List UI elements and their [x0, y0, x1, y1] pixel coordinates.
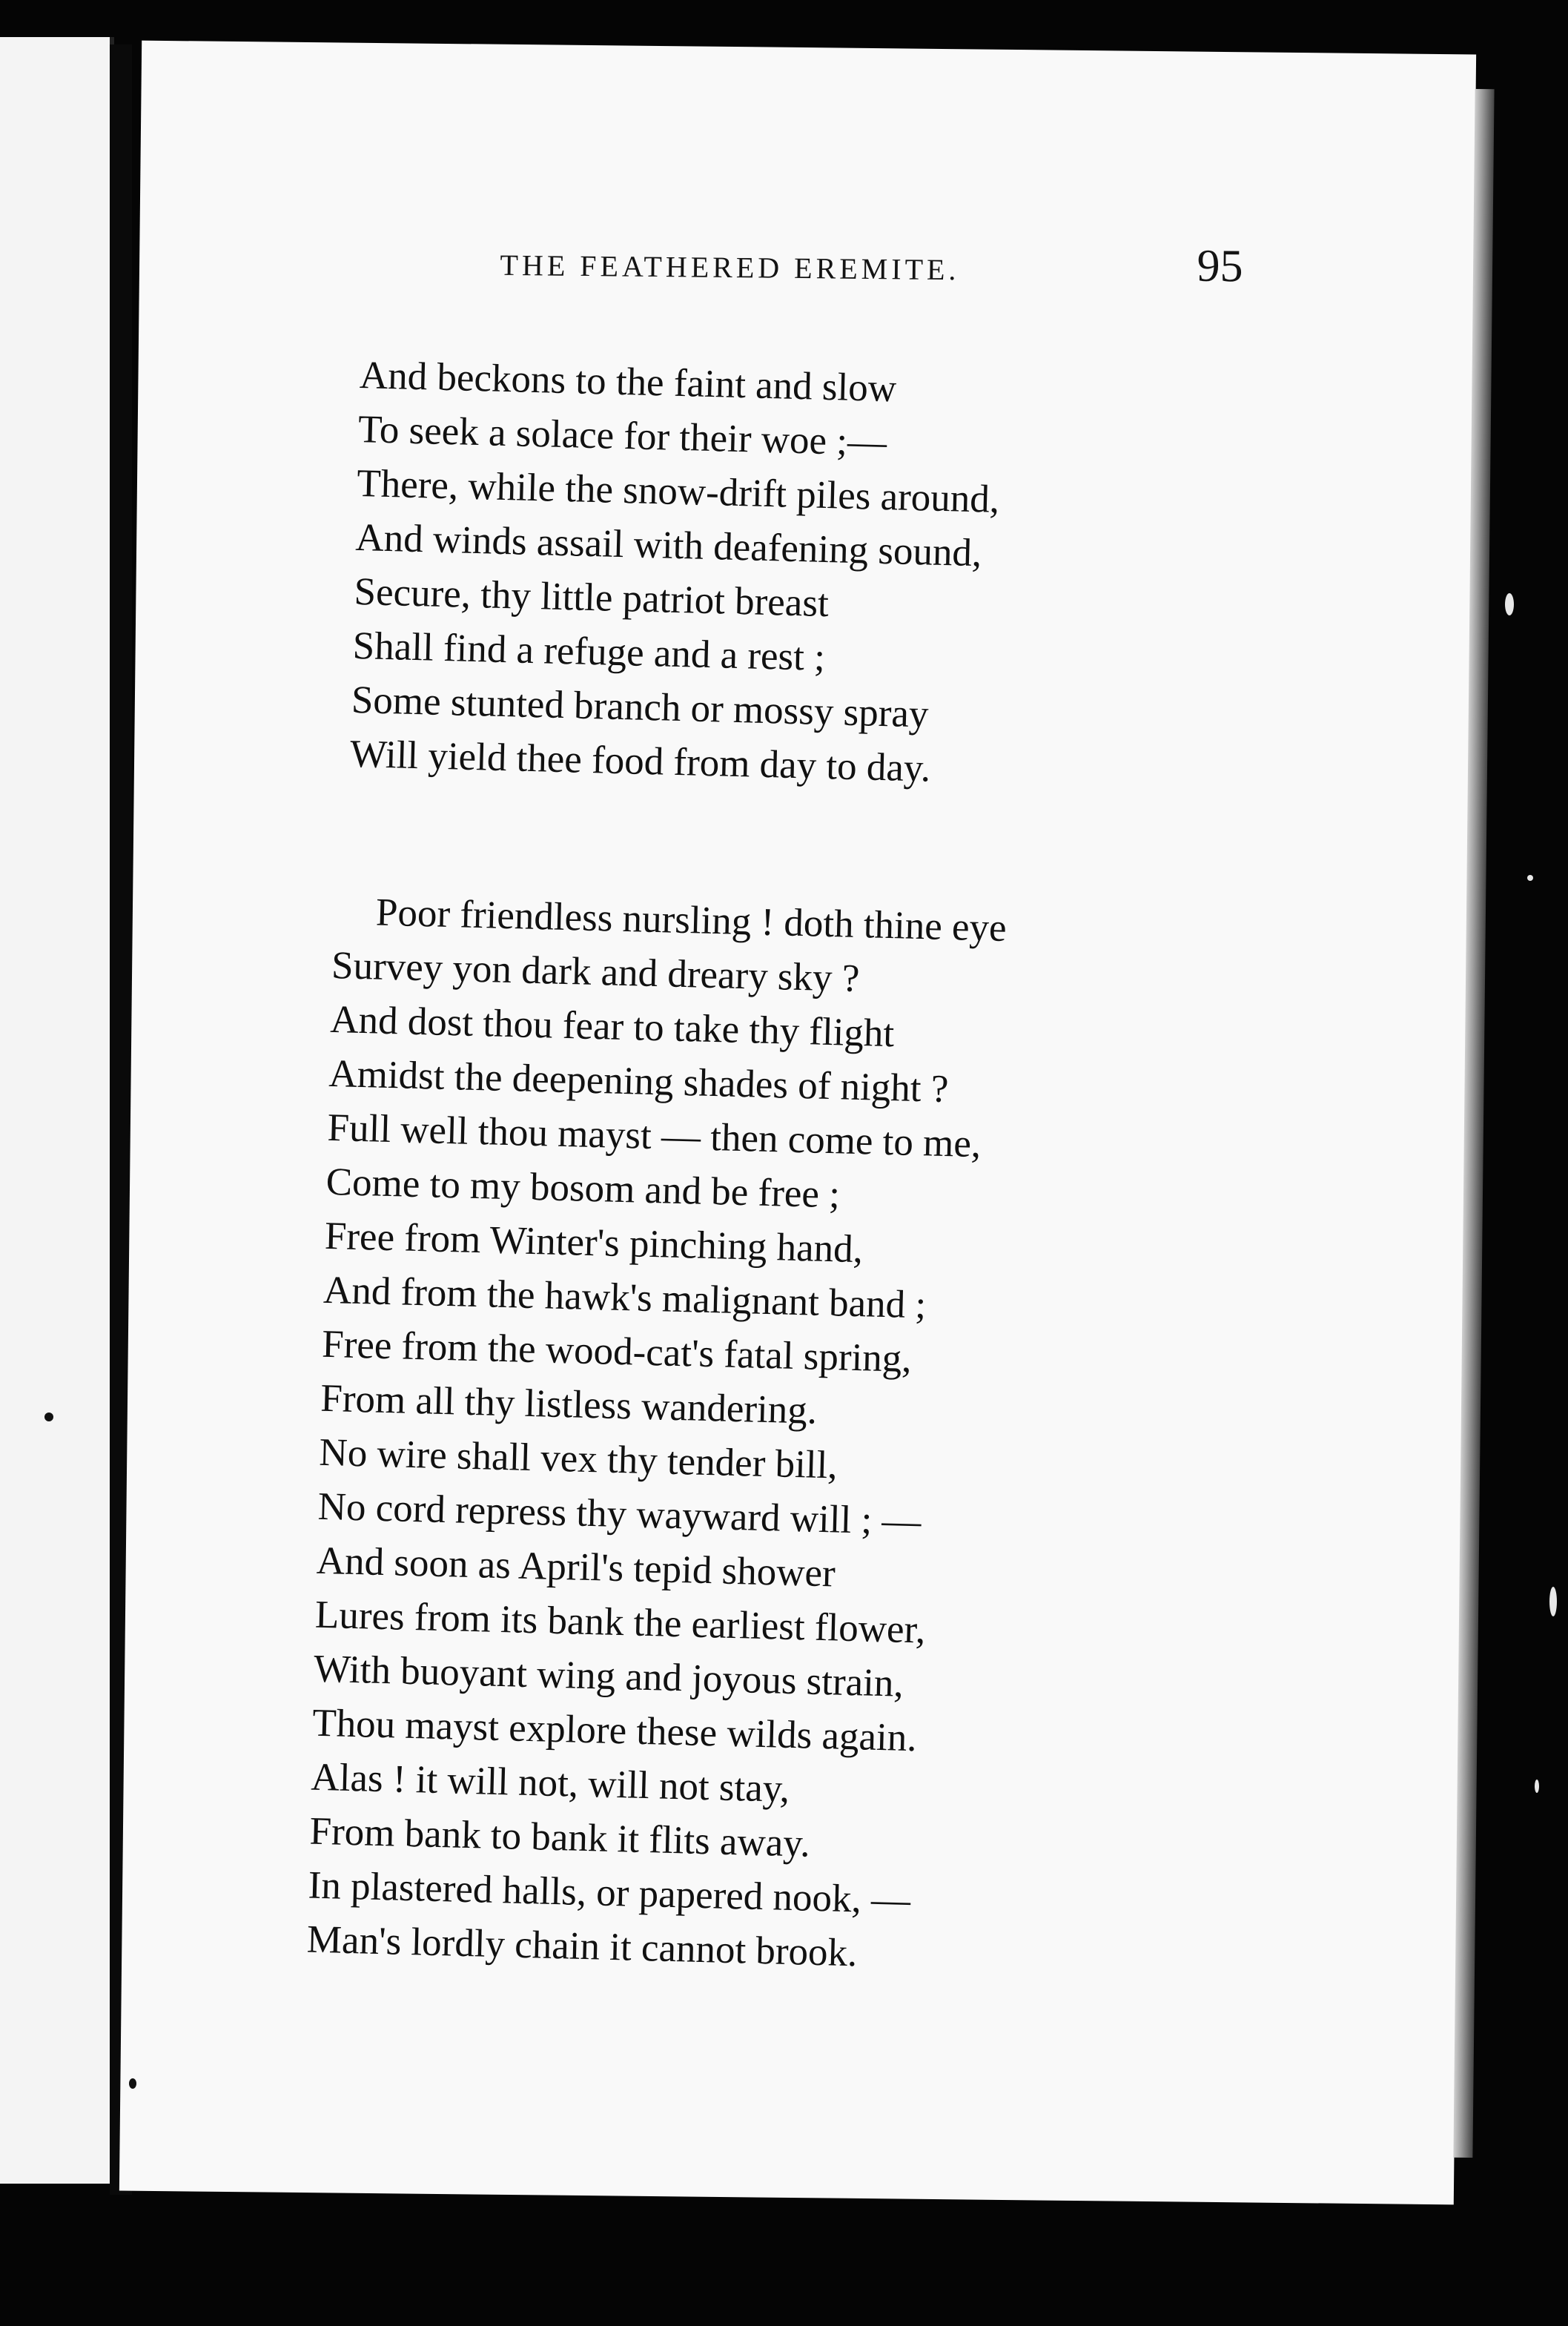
- page-number: 95: [1197, 240, 1243, 292]
- poem-line: Survey yon dark and dreary sky ?: [331, 943, 861, 1000]
- scan-speck: [129, 2078, 136, 2089]
- poem-line: Will yield thee food from day to day.: [349, 732, 931, 790]
- poem-line: Come to my bosom and be free ;: [325, 1160, 841, 1217]
- running-head: [374, 231, 1297, 308]
- poem-line: Lures from its bank the earliest flower,: [314, 1593, 927, 1652]
- poem-line: From all thy listless wandering.: [320, 1376, 818, 1433]
- poem-line: No cord repress thy wayward will ; —: [317, 1484, 922, 1544]
- poem-line: To seek a solace for their woe ;—: [357, 407, 887, 464]
- poem-line: There, while the snow-drift piles around,: [356, 461, 1000, 521]
- poem-line: And dost thou fear to take thy flight: [329, 997, 895, 1056]
- scan-speck: [1535, 1780, 1539, 1793]
- scan-speck: [1549, 1587, 1557, 1616]
- poem-line: Shall find a refuge and a rest ;: [352, 624, 826, 679]
- poem-line: And winds assail with deafening sound,: [354, 515, 982, 575]
- poem-line: Alas ! it will not, will not stay,: [310, 1755, 790, 1811]
- poem-line: From bank to bank it flits away.: [308, 1809, 811, 1866]
- scan-speck: [44, 1413, 53, 1421]
- poem-stanza: [349, 348, 1002, 798]
- scan-speck: [1505, 593, 1514, 615]
- poem-line: Free from Winter's pinching hand,: [324, 1214, 864, 1272]
- poem-line: And beckons to the faint and slow: [359, 353, 897, 411]
- poem-line: In plastered halls, or papered nook, —: [308, 1863, 911, 1923]
- poem-line: Secure, thy little patriot breast: [353, 569, 830, 626]
- poem-line: Poor friendless nursling ! doth thine eye: [375, 891, 1008, 950]
- running-title: THE FEATHERED EREMITE.: [500, 248, 960, 287]
- poem-line: And from the hawk's malignant band ;: [322, 1268, 927, 1327]
- facing-page-edge: [0, 37, 114, 2184]
- poem-line: Free from the wood-cat's fatal spring,: [321, 1322, 913, 1381]
- poem-line: No wire shall vex thy tender bill,: [318, 1430, 838, 1487]
- poem-line: Some stunted branch or mossy spray: [351, 678, 930, 736]
- poem-stanza: [306, 885, 1007, 1984]
- scan-speck: [1527, 875, 1533, 881]
- poem-line: Amidst the deepening shades of night ?: [328, 1051, 950, 1111]
- poem-line: Thou mayst explore these wilds again.: [311, 1701, 918, 1760]
- poem-line: With buoyant wing and joyous strain,: [313, 1647, 904, 1705]
- poem-line: Full well thou mayst — then come to me,: [326, 1106, 982, 1166]
- poem-line: Man's lordly chain it cannot brook.: [306, 1917, 859, 1975]
- poem-line: And soon as April's tepid shower: [316, 1539, 836, 1596]
